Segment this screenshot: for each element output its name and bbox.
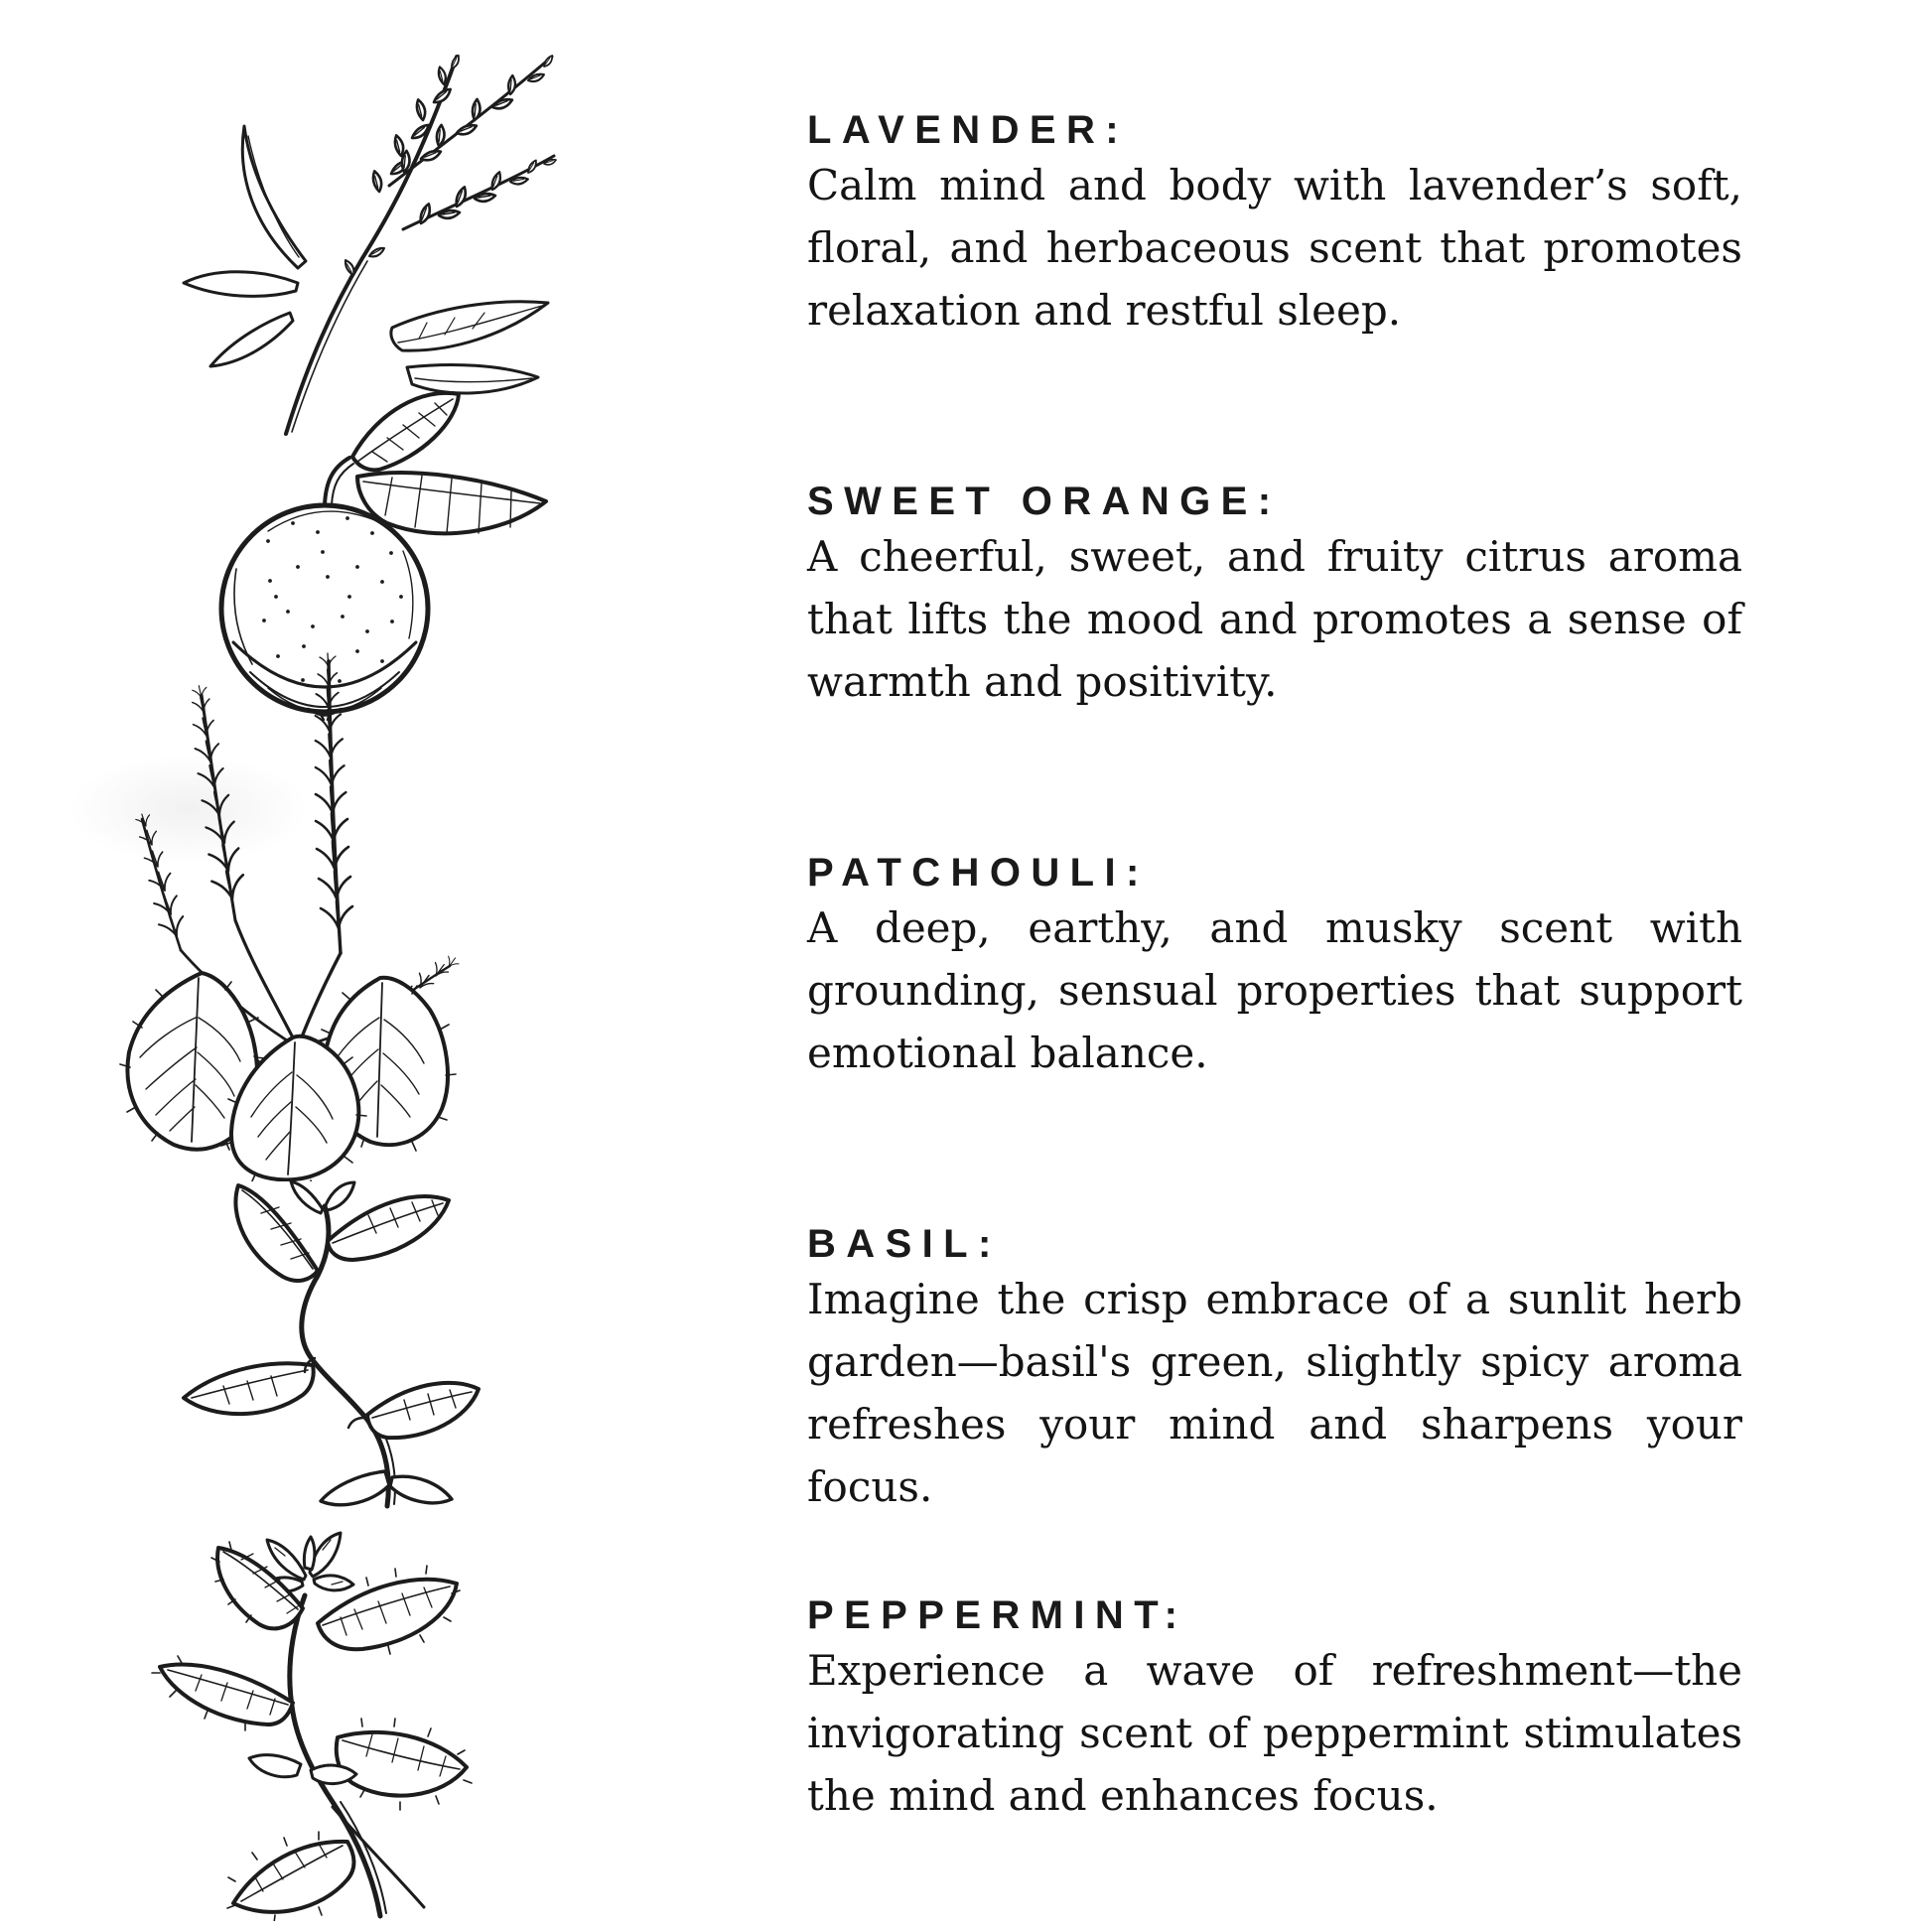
peppermint-icon xyxy=(124,1514,491,1921)
patchouli-plant-illustration xyxy=(84,621,482,1181)
patchouli-heading: PATCHOULI: xyxy=(807,851,1150,895)
lavender-heading: LAVENDER: xyxy=(807,108,1129,152)
sweet-orange-description: A cheerful, sweet, and fruity citrus aroma that lifts the mood and promotes a sense of warmth and positivity. xyxy=(807,532,1742,706)
peppermint-sprig-illustration xyxy=(124,1514,491,1921)
basil-heading: BASIL: xyxy=(807,1222,1002,1266)
basil-sprig-illustration xyxy=(144,1172,511,1509)
section-peppermint xyxy=(807,1595,1742,1827)
basil-description: Imagine the crisp embrace of a sunlit herb garden—basil's green, slightly spicy aroma refreshes your mind and sharpens your focus. xyxy=(807,1275,1742,1511)
peppermint-description: Experience a wave of refreshment—the invigorating scent of peppermint stimulates the mind and enhances focus. xyxy=(807,1646,1742,1820)
lavender-description: Calm mind and body with lavender’s soft, floral, and herbaceous scent that promotes relaxation and restful sleep. xyxy=(807,161,1742,335)
basil-icon xyxy=(144,1172,511,1509)
peppermint-heading: PEPPERMINT: xyxy=(807,1593,1188,1637)
patchouli-icon xyxy=(84,621,482,1181)
section-sweet-orange xyxy=(807,482,1742,713)
patchouli-description: A deep, earthy, and musky scent with grounding, sensual properties that support emotional balance. xyxy=(807,903,1742,1077)
section-patchouli xyxy=(807,853,1742,1084)
lavender-sprig-illustration xyxy=(159,15,566,437)
sweet-orange-heading: SWEET ORANGE: xyxy=(807,480,1282,523)
lavender-icon xyxy=(159,15,566,437)
section-basil xyxy=(807,1224,1742,1518)
section-lavender xyxy=(807,110,1742,342)
